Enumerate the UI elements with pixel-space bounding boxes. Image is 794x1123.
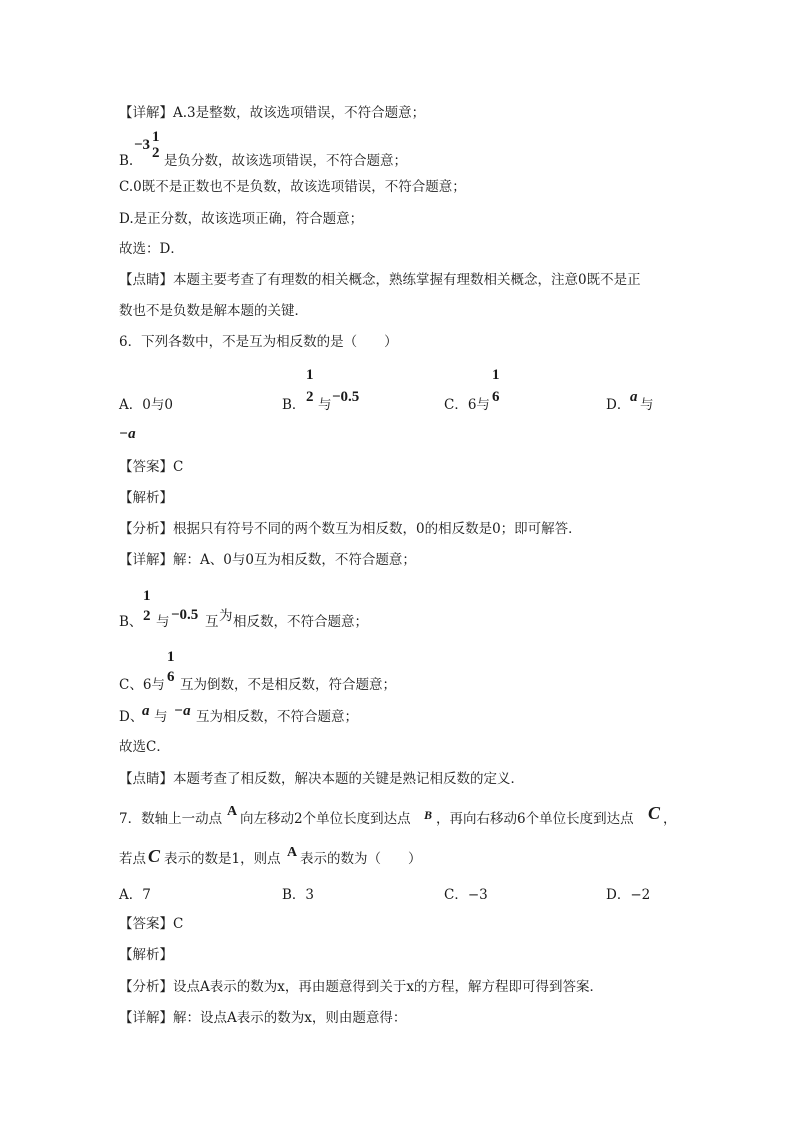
q7-stem-2: 向左移动2个单位长度到达点 — [240, 811, 411, 827]
q7-stem-4: ， — [663, 811, 677, 827]
q5-b-den: 2 — [152, 145, 160, 161]
q6-option-b-mid: 与 — [318, 397, 332, 413]
q6-option-b-fraction — [306, 367, 314, 405]
q6-detail-b-hu: 互 — [205, 614, 219, 630]
q7-var-b: B — [424, 808, 433, 822]
q5-detail-d: D.是正分数，故该选项正确，符合题意； — [119, 211, 364, 227]
q5-detail-c: C.0既不是正数也不是负数，故该选项错误，不符合题意； — [119, 179, 466, 195]
q6-detail-b-fraction — [143, 588, 151, 624]
q5-detail-a: 【详解】A.3是整数，故该选项错误，不符合题意； — [119, 105, 426, 121]
q7-option-b: B．3 — [282, 887, 315, 903]
q5-b-num: 1 — [152, 129, 160, 145]
q5-choice: 故选：D． — [119, 241, 184, 257]
q6-option-c-label: C．6与 — [444, 397, 490, 413]
q6-detail-c-den: 6 — [167, 669, 175, 685]
q6-detail-b-mid: 与 — [156, 614, 170, 630]
q6-option-d-mid: 与 — [640, 397, 654, 413]
q6-detail-d-label: D、 — [119, 709, 144, 725]
q6-detail-c-num: 1 — [167, 649, 175, 665]
q7-fenxi: 【分析】设点A表示的数为x，再由题意得到关于x的方程，解方程即可得到答案． — [119, 979, 603, 995]
q6-option-a: A．0与0 — [119, 397, 173, 413]
q6-detail-b-text: 相反数，不符合题意； — [233, 614, 368, 630]
q6-detail-a: 【详解】解：A、0与0互为相反数，不符合题意； — [119, 552, 416, 568]
q6-stem: 6．下列各数中，不是互为相反数的是（ ） — [119, 334, 398, 350]
q6-b-den: 2 — [306, 389, 314, 405]
q7-analysis: 【解析】 — [119, 947, 173, 963]
q6-detail-b-num: 1 — [143, 588, 151, 604]
q7-option-d: D．−2 — [606, 887, 651, 903]
q6-detail-c-text: 互为倒数，不是相反数，符合题意； — [180, 677, 396, 693]
q6-detail-b-wei: 为 — [219, 608, 233, 624]
q7-var-a: A — [227, 804, 238, 819]
q5-b-fraction — [152, 129, 160, 161]
q7-stem2-3: 表示的数为（ ） — [300, 851, 422, 867]
q6-c-num: 1 — [492, 367, 500, 383]
q6-detail-b-val: −0.5 — [171, 607, 199, 623]
q6-choice: 故选C． — [119, 739, 170, 755]
q6-analysis: 【解析】 — [119, 490, 173, 506]
q5-point: 【点睛】本题主要考查了有理数的相关概念，熟练掌握有理数相关概念，注意0既不是正 — [119, 272, 641, 288]
q5-b-text: 是负分数，故该选项错误，不符合题意； — [164, 153, 407, 169]
q6-option-b-label: B． — [282, 397, 306, 413]
q6-option-d-wrap: −a — [119, 426, 136, 442]
q6-detail-b-label: B、 — [119, 614, 143, 630]
q5-b-prefix: B. — [119, 153, 134, 169]
q6-option-d-label: D． — [606, 397, 631, 413]
q7-stem2-1: 若点 — [119, 851, 146, 867]
q7-option-a: A．7 — [119, 887, 151, 903]
q6-fenxi: 【分析】根据只有符号不同的两个数互为相反数，0的相反数是0；即可解答． — [119, 521, 582, 537]
q6-detail-d-mid: 与 — [154, 709, 168, 725]
q7-stem2-var-a: A — [287, 845, 298, 860]
q6-detail-d-val: −a — [174, 703, 191, 719]
q6-point: 【点睛】本题考查了相反数，解决本题的关键是熟记相反数的定义． — [119, 771, 524, 787]
q6-answer: 【答案】C — [119, 459, 184, 475]
q6-c-den: 6 — [492, 389, 500, 405]
q6-detail-c-fraction — [167, 649, 175, 685]
q5-detail-b — [119, 152, 133, 170]
q6-detail-c-label: C、6与 — [119, 677, 165, 693]
q7-stem2-2: 表示的数是1，则点 — [164, 851, 281, 867]
q6-detail-d-text: 互为相反数，不符合题意； — [196, 709, 358, 725]
q7-stem-1: 7．数轴上一动点 — [119, 811, 223, 827]
q6-b-num: 1 — [306, 367, 314, 383]
q6-detail-b-den: 2 — [143, 608, 151, 624]
q5-point-cont: 数也不是负数是解本题的关键． — [119, 303, 308, 319]
q5-b-whole: −3 — [134, 137, 151, 153]
q7-var-c: C — [648, 803, 661, 823]
q7-answer: 【答案】C — [119, 916, 184, 932]
q7-detail: 【详解】解：设点A表示的数为x，则由题意得： — [119, 1010, 407, 1026]
q6-option-b-val: −0.5 — [332, 389, 360, 405]
q6-option-c-fraction — [492, 367, 500, 405]
q7-stem-3: ，再向右移动6个单位长度到达点 — [436, 811, 634, 827]
q7-stem2-var-c: C — [148, 846, 161, 866]
q7-option-c: C．−3 — [444, 887, 488, 903]
q6-detail-d-var: a — [142, 703, 150, 719]
q6-option-d-var: a — [630, 389, 638, 405]
